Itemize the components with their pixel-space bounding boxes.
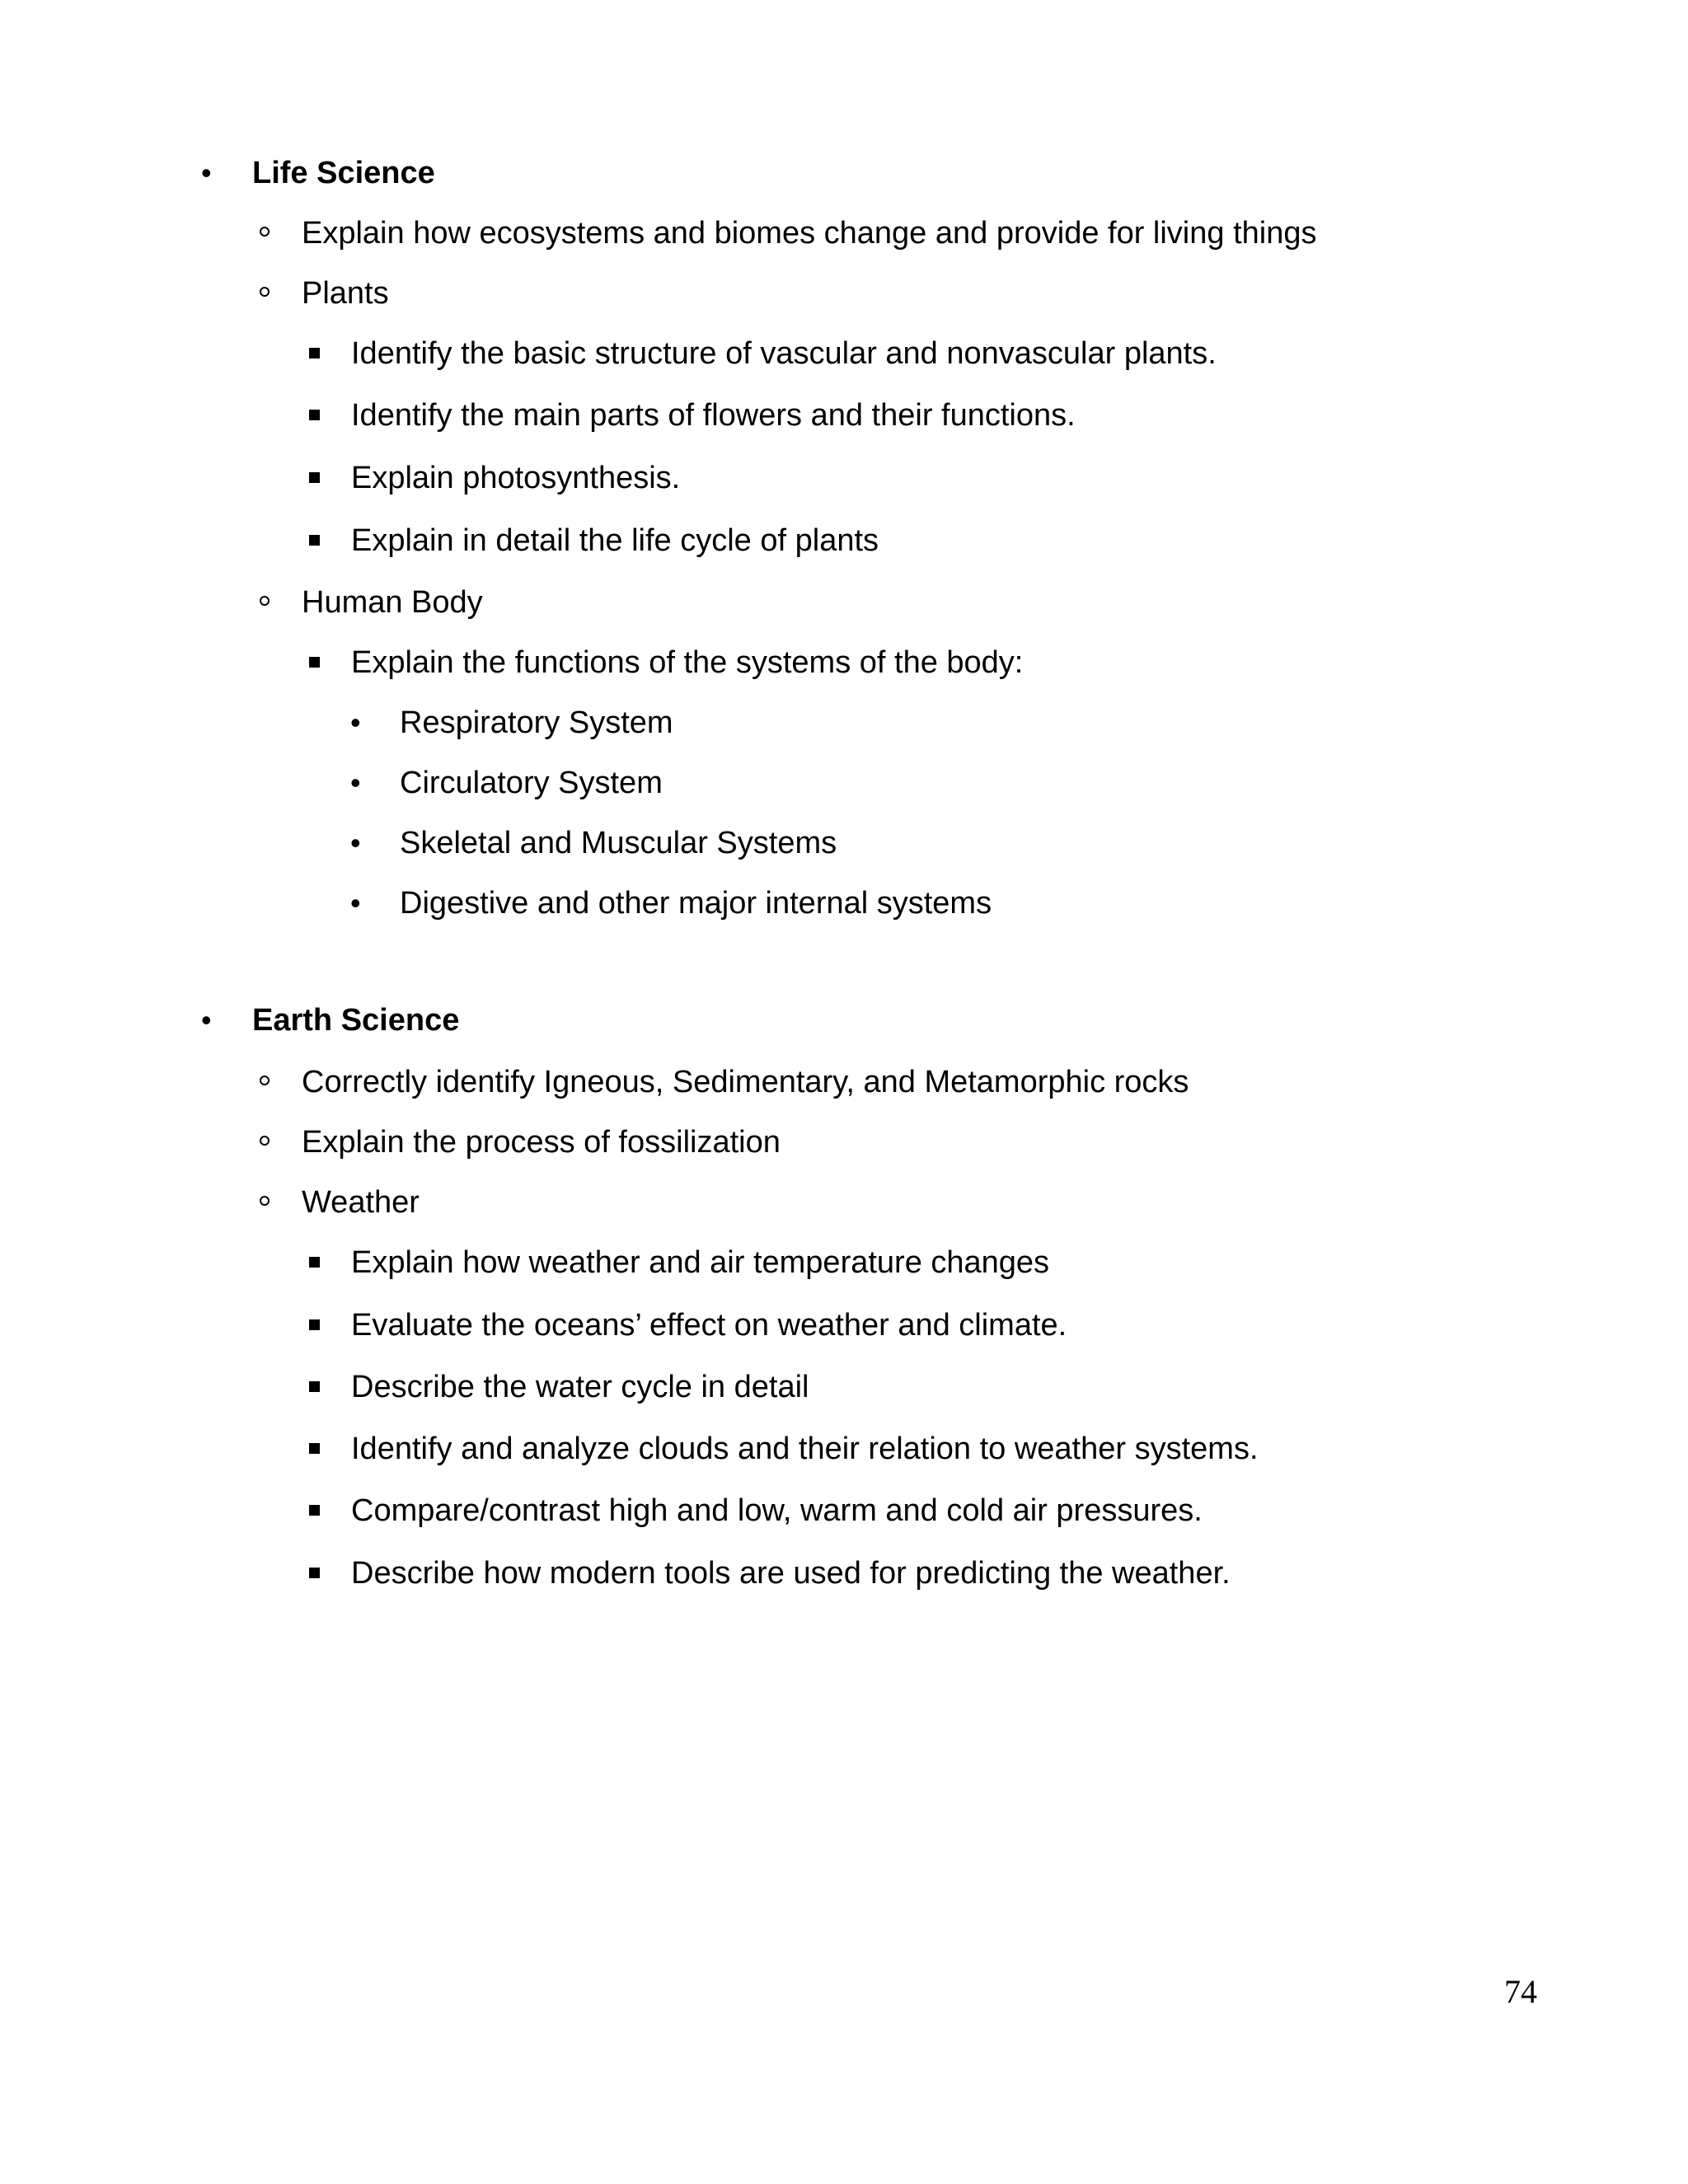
bullet-square-icon xyxy=(309,1319,320,1330)
section-heading: Earth Science xyxy=(252,1003,460,1038)
list-item-human-body xyxy=(0,578,1688,627)
list-item xyxy=(0,1486,1688,1535)
list-item xyxy=(0,698,1688,748)
bullet-disc-icon: • xyxy=(350,705,361,739)
list-item xyxy=(0,209,1688,258)
bullet-square-icon xyxy=(309,472,320,483)
list-item xyxy=(0,638,1688,687)
bullet-disc-icon: • xyxy=(350,886,361,920)
bullet-circle-icon xyxy=(260,1196,270,1206)
list-item xyxy=(0,818,1688,868)
section-heading: Life Science xyxy=(252,156,435,190)
list-item xyxy=(0,1057,1688,1107)
list-item-text: Identify and analyze clouds and their relation to weather systems. xyxy=(351,1432,1259,1466)
section-earth-science xyxy=(0,996,1688,1045)
list-item-text: Human Body xyxy=(302,585,483,620)
bullet-square-icon xyxy=(309,1381,320,1392)
list-item-text: Circulatory System xyxy=(400,766,663,800)
bullet-disc-icon: • xyxy=(350,766,361,799)
list-item xyxy=(0,758,1688,808)
list-item-plants xyxy=(0,269,1688,318)
list-item-text: Identify the main parts of flowers and their functions. xyxy=(351,398,1076,433)
list-item-text: Explain how weather and air temperature changes xyxy=(351,1245,1050,1280)
list-item-text: Respiratory System xyxy=(400,705,673,740)
list-item xyxy=(0,1301,1688,1350)
list-item-text: Skeletal and Muscular Systems xyxy=(400,826,837,860)
list-item xyxy=(0,1238,1688,1287)
list-item-weather xyxy=(0,1178,1688,1227)
list-item-text: Describe how modern tools are used for predicting the weather. xyxy=(351,1556,1231,1591)
list-item xyxy=(0,453,1688,503)
list-item-text: Explain the process of fossilization xyxy=(302,1125,781,1160)
bullet-circle-icon xyxy=(260,1136,270,1146)
list-item xyxy=(0,879,1688,928)
bullet-square-icon xyxy=(309,1568,320,1578)
bullet-circle-icon xyxy=(260,227,270,237)
list-item-text: Digestive and other major internal systems xyxy=(400,886,992,921)
list-item xyxy=(0,329,1688,378)
list-item-text: Describe the water cycle in detail xyxy=(351,1370,809,1404)
list-item-text: Plants xyxy=(302,276,389,311)
bullet-circle-icon xyxy=(260,1076,270,1085)
bullet-circle-icon xyxy=(260,287,270,297)
bullet-circle-icon xyxy=(260,596,270,606)
bullet-disc-icon: • xyxy=(350,826,361,860)
list-item xyxy=(0,516,1688,565)
bullet-square-icon xyxy=(309,410,320,420)
bullet-square-icon xyxy=(309,1257,320,1268)
bullet-square-icon xyxy=(309,1443,320,1454)
page-number: 74 xyxy=(1504,1973,1537,2010)
list-item-text: Explain photosynthesis. xyxy=(351,461,681,495)
list-item xyxy=(0,1362,1688,1412)
list-item-text: Evaluate the oceans’ effect on weather and climate. xyxy=(351,1308,1067,1343)
list-item xyxy=(0,1118,1688,1167)
list-item-text: Weather xyxy=(302,1185,420,1220)
list-item-text: Compare/contrast high and low, warm and cold air pressures. xyxy=(351,1493,1203,1528)
list-item-text: Explain in detail the life cycle of plants xyxy=(351,523,879,558)
list-item-text: Correctly identify Igneous, Sedimentary, and Metamorphic rocks xyxy=(302,1065,1189,1099)
bullet-disc-icon: • xyxy=(201,156,212,190)
list-item-text: Identify the basic structure of vascular and nonvascular plants. xyxy=(351,336,1217,371)
section-life-science xyxy=(0,148,1688,198)
bullet-square-icon xyxy=(309,348,320,359)
list-item xyxy=(0,1549,1688,1598)
bullet-disc-icon: • xyxy=(201,1003,212,1037)
list-item xyxy=(0,391,1688,440)
list-item-text: Explain how ecosystems and biomes change and provide for living things xyxy=(302,216,1317,251)
list-item xyxy=(0,1424,1688,1474)
bullet-square-icon xyxy=(309,1505,320,1516)
list-item-text: Explain the functions of the systems of the body: xyxy=(351,645,1024,680)
bullet-square-icon xyxy=(309,657,320,668)
bullet-square-icon xyxy=(309,535,320,546)
